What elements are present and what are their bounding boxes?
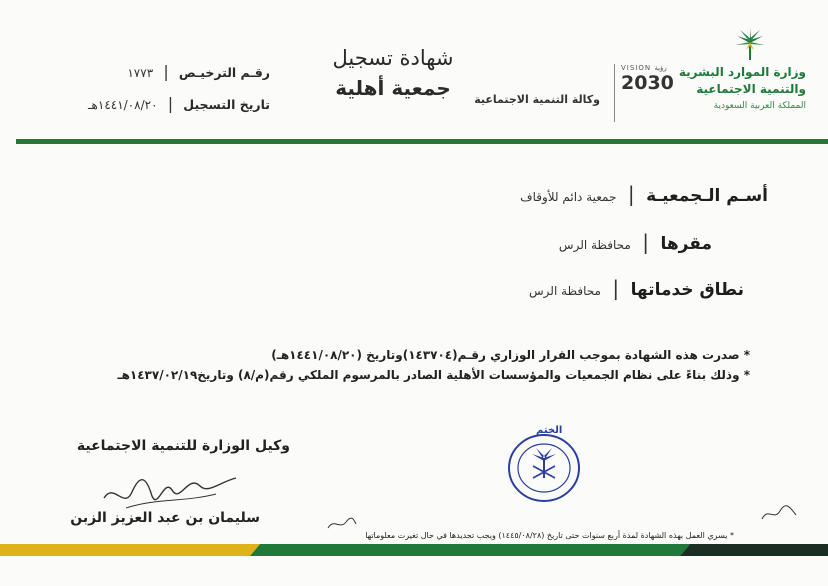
registration-row <box>66 94 270 113</box>
country-name: المملكة العربية السعودية <box>713 101 806 111</box>
field-row-scope <box>364 276 744 300</box>
footer-color-bar <box>0 544 828 556</box>
field-separator: | <box>621 182 641 206</box>
registration-value: ١٤٤١/٠٨/٢٠هـ <box>88 98 158 112</box>
field-label: نطاق خدماتها <box>630 280 744 300</box>
vision-2030-logo <box>614 64 687 122</box>
field-label: مقرها <box>660 234 712 254</box>
agency-name: وكالة التنمية الاجتماعية <box>474 93 600 106</box>
license-row <box>66 62 270 81</box>
note-decree: * صدرت هذه الشهادة بموجب القرار الوزاري رقـم(١٤٣٧٠٤)وتاريخ (١٤٤١/٠٨/٢٠هـ) <box>271 348 750 362</box>
official-seal-icon <box>506 432 582 504</box>
field-value: جمعية دائم للأوقاف <box>520 190 617 204</box>
registration-label: تاريخ التسجيل <box>183 97 270 112</box>
field-separator: | <box>635 230 656 254</box>
license-separator: | <box>158 62 174 81</box>
vision-year: 2030 <box>621 72 674 94</box>
license-label: رقـم الترخيـص <box>178 65 270 80</box>
certificate-subtitle: جمعية أهلية <box>335 76 451 100</box>
note-royal-decree: * وذلك بناءً على نظام الجمعيات والمؤسسات الأهلية الصادر بالمرسوم الملكي رقم(م/٨) وتاريخ١٤٣٧/٠٢/١٩هـ <box>117 368 750 382</box>
vision-label: VISION رؤية <box>621 64 667 72</box>
review-initials <box>326 516 358 532</box>
seal-label: الختم <box>536 425 563 436</box>
validity-note: * يسري العمل بهذه الشهادة لمدة أربع سنوات حتى تاريخ (١٤٤٥/٠٨/٢٨) ويجب تجديدها في حال تغيرت معلوماتها <box>365 531 734 540</box>
field-row-name <box>368 182 768 206</box>
field-label: أسـم الـجمعيـة <box>646 186 768 206</box>
certificate-title: شهادة تسجيل <box>332 46 454 70</box>
handwritten-signature <box>96 468 246 514</box>
field-separator: | <box>606 276 626 300</box>
field-row-hq <box>352 230 712 254</box>
field-value: محافظة الرس <box>558 238 631 252</box>
signer-title: وكيل الوزارة للتنمية الاجتماعية <box>76 438 290 454</box>
header-divider <box>16 139 828 144</box>
ministry-name-line1: وزارة الموارد البشرية <box>678 65 806 79</box>
palm-logo-icon <box>732 28 768 64</box>
footer-mark <box>803 544 806 554</box>
field-value: محافظة الرس <box>529 284 601 298</box>
license-value: ١٧٧٣ <box>127 66 154 80</box>
ministry-name-line2: والتنمية الاجتماعية <box>696 82 806 96</box>
registration-separator: | <box>162 94 179 113</box>
initials-signature <box>758 503 800 525</box>
signer-name: سليمان بن عبد العزيز الزبن <box>70 510 260 526</box>
vision-caption <box>621 94 687 100</box>
